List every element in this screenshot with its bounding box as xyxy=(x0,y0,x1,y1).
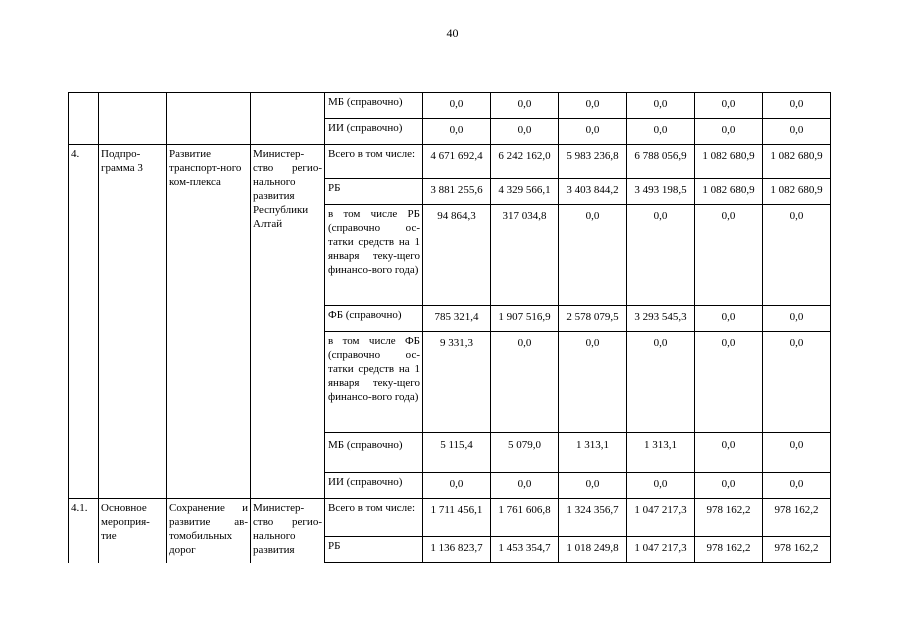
value-cell: 6 242 162,0 xyxy=(491,145,559,179)
value-cell: 1 761 606,8 xyxy=(491,499,559,537)
program-content-cell: Сохранение и развитие ав-томобильных дорог xyxy=(167,499,251,563)
value-cell: 3 881 255,6 xyxy=(423,179,491,205)
value-cell: 0,0 xyxy=(627,119,695,145)
value-cell: 0,0 xyxy=(423,93,491,119)
executor-cell: Министер-ство регио-нального развития Республики Алтай xyxy=(251,145,325,499)
funding-source: РБ xyxy=(325,537,423,563)
value-cell: 0,0 xyxy=(695,473,763,499)
table-row xyxy=(69,499,831,537)
funding-source: МБ (справочно) xyxy=(325,93,423,119)
value-cell: 978 162,2 xyxy=(763,499,831,537)
funding-source: Всего в том числе: xyxy=(325,499,423,537)
page-number: 40 xyxy=(446,26,459,40)
program-content-cell: Развитие транспорт-ного ком-плекса xyxy=(167,145,251,499)
funding-source: в том числе РБ (справочно ос-татки средств на 1 января теку-щего финансо-вого года) xyxy=(325,205,423,306)
value-cell: 0,0 xyxy=(559,332,627,433)
value-cell: 94 864,3 xyxy=(423,205,491,306)
value-cell: 5 115,4 xyxy=(423,433,491,473)
value-cell: 0,0 xyxy=(763,93,831,119)
value-cell: 3 403 844,2 xyxy=(559,179,627,205)
value-cell: 2 578 079,5 xyxy=(559,306,627,332)
value-cell: 0,0 xyxy=(491,93,559,119)
value-cell: 0,0 xyxy=(491,473,559,499)
value-cell: 6 788 056,9 xyxy=(627,145,695,179)
row-number-cell: 4. xyxy=(69,145,99,499)
value-cell: 0,0 xyxy=(627,332,695,433)
value-cell: 0,0 xyxy=(491,119,559,145)
funding-source: Всего в том числе: xyxy=(325,145,423,179)
value-cell: 1 082 680,9 xyxy=(763,179,831,205)
value-cell: 9 331,3 xyxy=(423,332,491,433)
value-cell: 3 293 545,3 xyxy=(627,306,695,332)
value-cell: 0,0 xyxy=(695,433,763,473)
value-cell: 0,0 xyxy=(627,205,695,306)
program-content-cell xyxy=(167,93,251,145)
value-cell: 1 711 456,1 xyxy=(423,499,491,537)
value-cell: 1 907 516,9 xyxy=(491,306,559,332)
value-cell: 4 329 566,1 xyxy=(491,179,559,205)
executor-cell xyxy=(251,93,325,145)
value-cell: 0,0 xyxy=(763,433,831,473)
value-cell: 978 162,2 xyxy=(695,499,763,537)
value-cell: 1 047 217,3 xyxy=(627,499,695,537)
value-cell: 0,0 xyxy=(763,473,831,499)
value-cell: 1 453 354,7 xyxy=(491,537,559,563)
value-cell: 0,0 xyxy=(423,473,491,499)
value-cell: 1 313,1 xyxy=(627,433,695,473)
value-cell: 5 983 236,8 xyxy=(559,145,627,179)
value-cell: 785 321,4 xyxy=(423,306,491,332)
value-cell: 5 079,0 xyxy=(491,433,559,473)
value-cell: 1 313,1 xyxy=(559,433,627,473)
funding-source: МБ (справочно) xyxy=(325,433,423,473)
value-cell: 0,0 xyxy=(695,205,763,306)
program-name-cell: Подпро-грамма 3 xyxy=(99,145,167,499)
value-cell: 0,0 xyxy=(559,119,627,145)
value-cell: 0,0 xyxy=(763,205,831,306)
program-name-cell xyxy=(99,93,167,145)
value-cell: 1 082 680,9 xyxy=(763,145,831,179)
funding-source: ФБ (справочно) xyxy=(325,306,423,332)
value-cell: 0,0 xyxy=(491,332,559,433)
value-cell: 0,0 xyxy=(763,306,831,332)
value-cell: 978 162,2 xyxy=(763,537,831,563)
row-number-cell: 4.1. xyxy=(69,499,99,563)
funding-source: ИИ (справочно) xyxy=(325,473,423,499)
value-cell: 0,0 xyxy=(559,205,627,306)
value-cell: 0,0 xyxy=(627,93,695,119)
program-name-cell: Основное мероприя-тие xyxy=(99,499,167,563)
value-cell: 1 082 680,9 xyxy=(695,145,763,179)
value-cell: 0,0 xyxy=(763,332,831,433)
value-cell: 0,0 xyxy=(423,119,491,145)
funding-source: РБ xyxy=(325,179,423,205)
value-cell: 1 324 356,7 xyxy=(559,499,627,537)
value-cell: 4 671 692,4 xyxy=(423,145,491,179)
funding-source: ИИ (справочно) xyxy=(325,119,423,145)
value-cell: 1 082 680,9 xyxy=(695,179,763,205)
value-cell: 0,0 xyxy=(627,473,695,499)
value-cell: 0,0 xyxy=(559,93,627,119)
value-cell: 1 136 823,7 xyxy=(423,537,491,563)
table-row xyxy=(69,93,831,119)
value-cell: 0,0 xyxy=(695,332,763,433)
value-cell: 1 047 217,3 xyxy=(627,537,695,563)
value-cell: 0,0 xyxy=(559,473,627,499)
value-cell: 0,0 xyxy=(695,93,763,119)
value-cell: 3 493 198,5 xyxy=(627,179,695,205)
table-row xyxy=(69,145,831,179)
row-number-cell xyxy=(69,93,99,145)
value-cell: 978 162,2 xyxy=(695,537,763,563)
value-cell: 0,0 xyxy=(695,119,763,145)
value-cell: 1 018 249,8 xyxy=(559,537,627,563)
value-cell: 0,0 xyxy=(695,306,763,332)
value-cell: 317 034,8 xyxy=(491,205,559,306)
executor-cell: Министер-ство регио-нального развития xyxy=(251,499,325,563)
value-cell: 0,0 xyxy=(763,119,831,145)
budget-table xyxy=(68,92,831,563)
funding-source: в том числе ФБ (справочно ос-татки средств на 1 января теку-щего финансо-вого года) xyxy=(325,332,423,433)
